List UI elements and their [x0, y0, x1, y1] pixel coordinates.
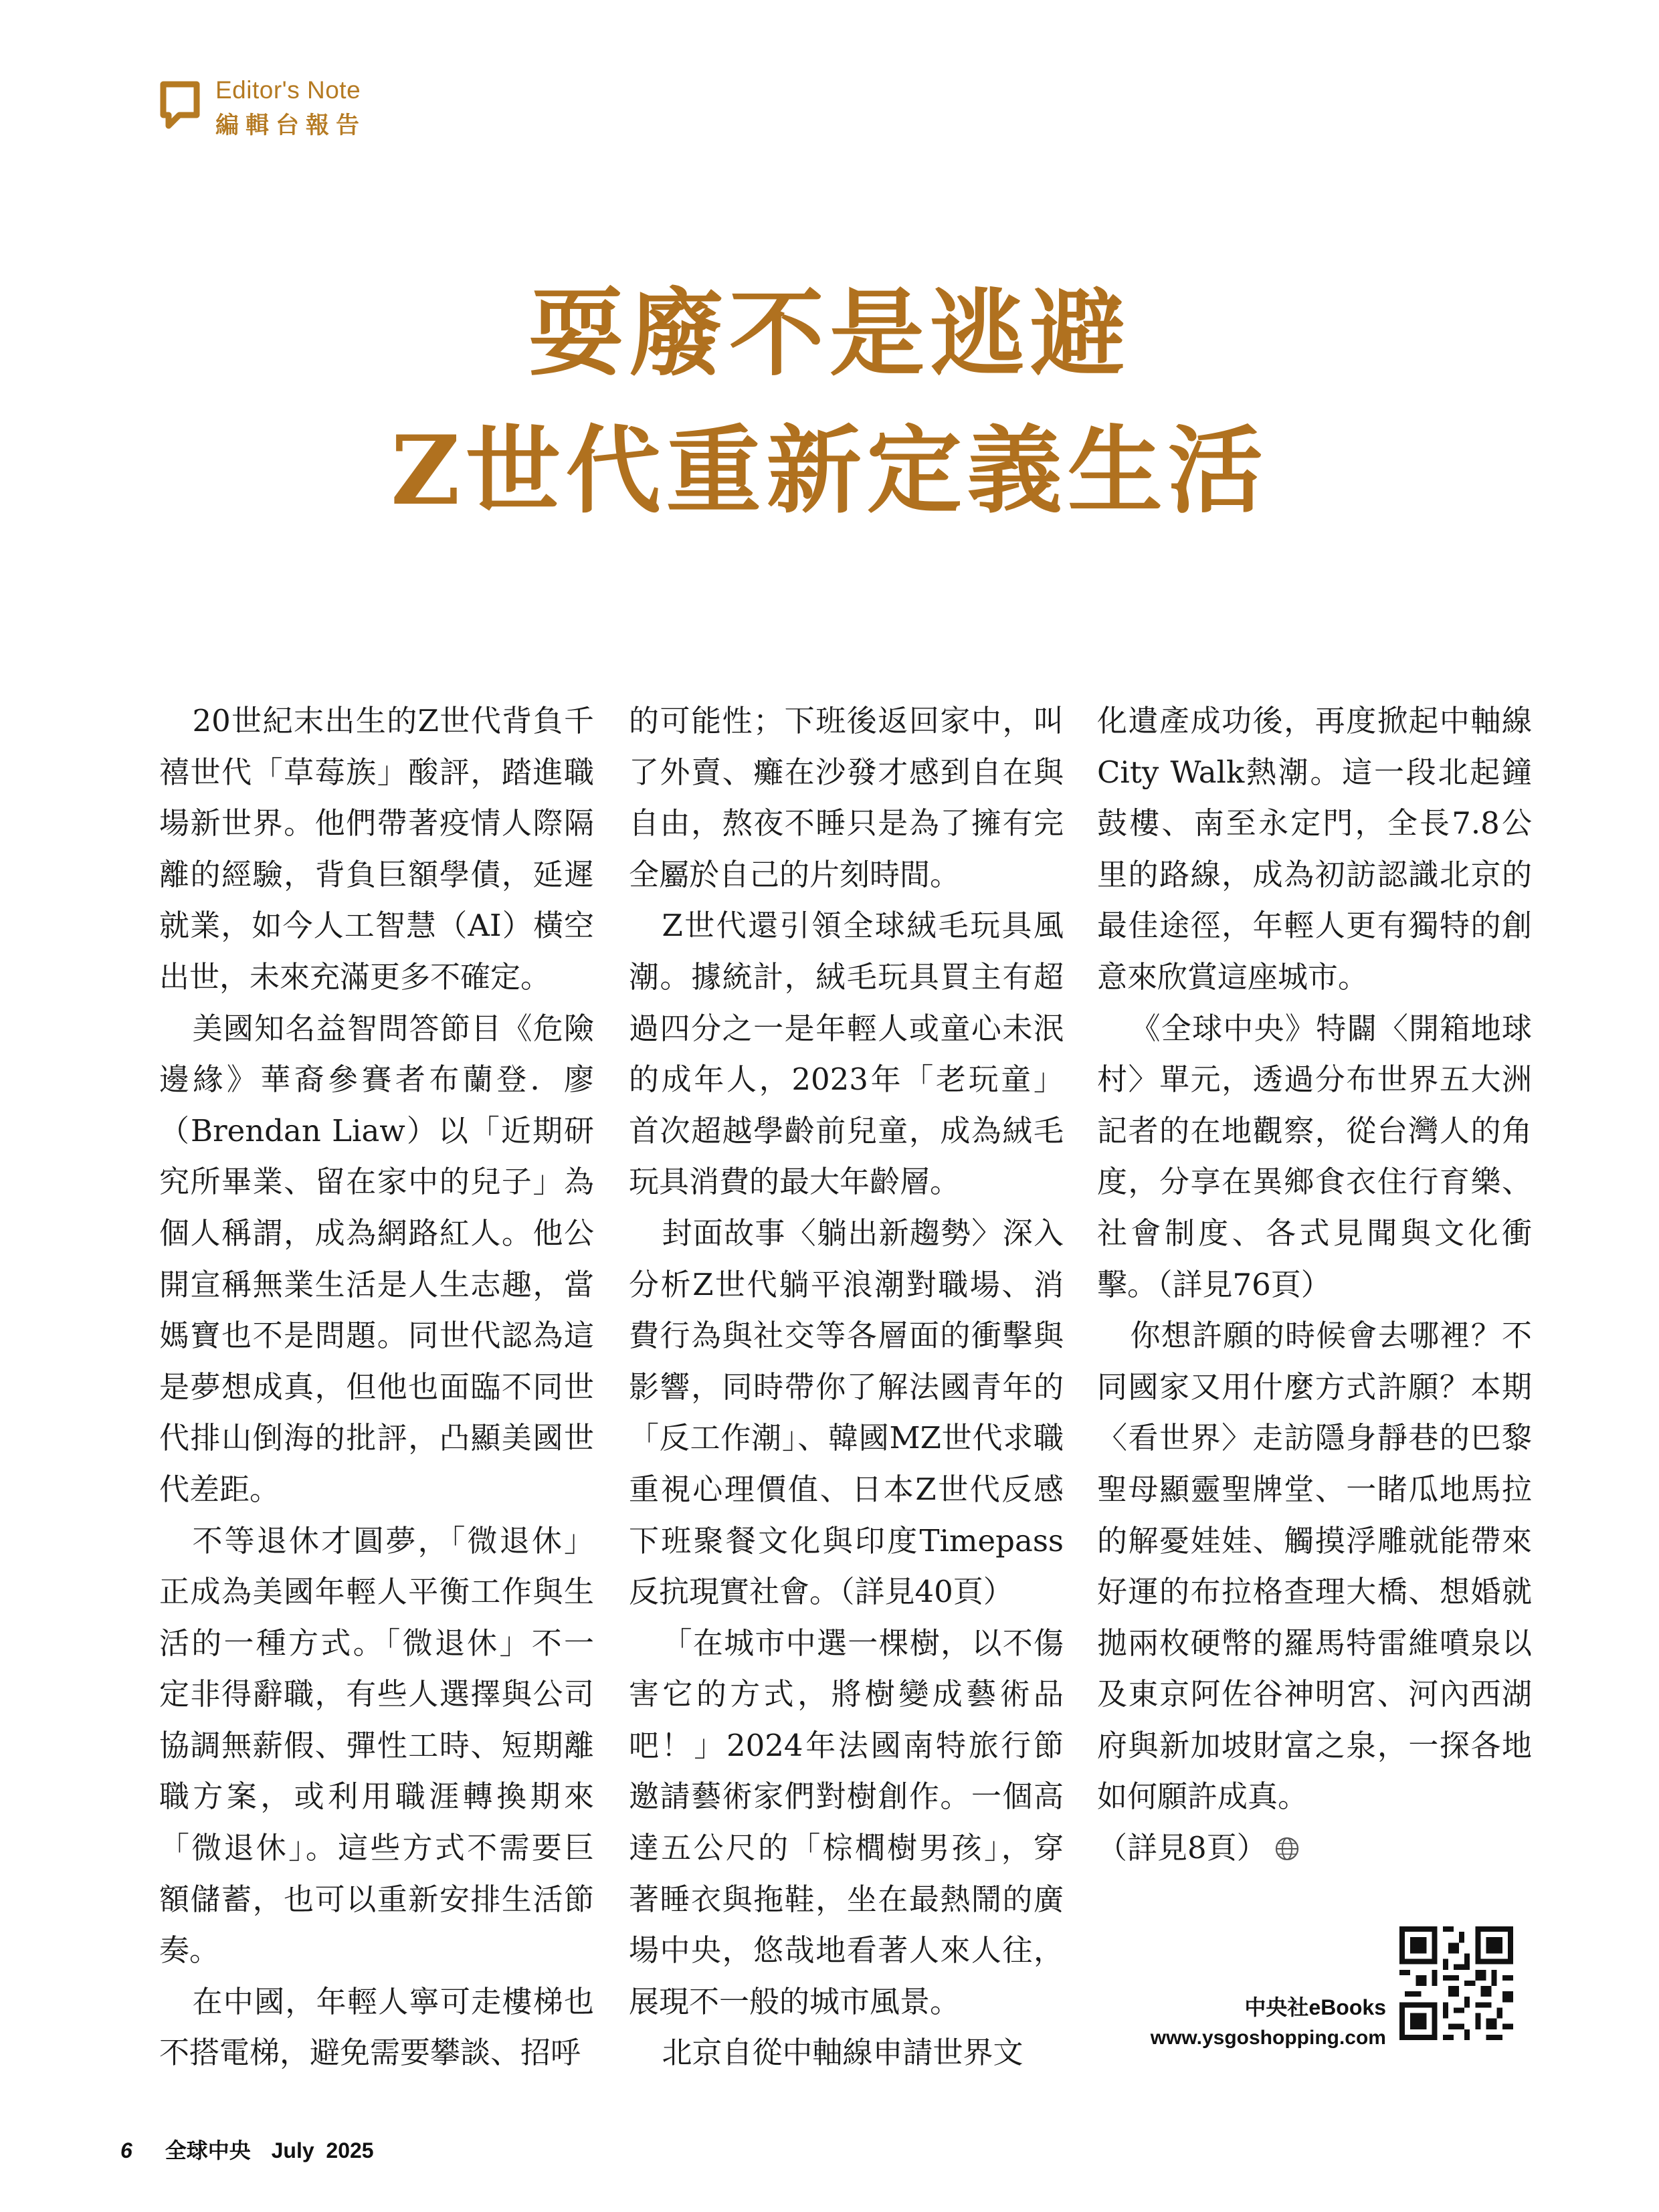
ebook-promo: [1092, 1926, 1513, 2060]
paragraph: 20世紀末出生的Z世代背負千禧世代「草莓族」酸評，踏進職場新世界。他們帶著疫情人際隔離的經驗，背負巨額學債，延遲就業，如今人工智慧（AI）橫空出世，未來充滿更多不確定。: [159, 703, 594, 995]
article-column-3: [1097, 696, 1532, 1874]
headline-line-2: Z世代重新定義生活: [391, 415, 1268, 526]
paragraph: Z世代還引領全球絨毛玩具風潮。據統計，絨毛玩具買主有超過四分之一是年輕人或童心未泯的成年人，2023年「老玩童」首次超越學齡前兒童，成為絨毛玩具消費的最大年齡層。: [629, 908, 1064, 1200]
paragraph: 封面故事〈躺出新趨勢〉深入分析Z世代躺平浪潮對職場、消費行為與社交等各層面的衝擊與影響，同時帶你了解法國青年的「反工作潮」、韓國MZ世代求職重視心理價值、日本Z世代反感下班聚餐文化與印度Timepass反抗現實社會。（詳見40頁）: [629, 1215, 1064, 1610]
paragraph: 北京自從中軸線申請世界文: [662, 2035, 1023, 2071]
page-footer: [120, 2134, 374, 2165]
paragraph: 《全球中央》特闢〈開箱地球村〉單元，透過分布世界五大洲記者的在地觀察，從台灣人的角度，分享在異鄉食衣住行育樂、社會制度、各式見聞與文化衝擊。（詳見76頁）: [1097, 1010, 1532, 1302]
promo-url[interactable]: www.ysgoshopping.com: [1150, 2027, 1386, 2049]
paragraph: 美國知名益智問答節目《危險邊緣》華裔參賽者布蘭登．廖（Brendan Liaw）以「近期研究所畢業、留在家中的兒子」為個人稱謂，成為網路紅人。他公開宣稱無業生活是人生志趣，當媽寶也不是問題。同世代認為這是夢想成真，但他也面臨不同世代排山倒海的批評，凸顯美國世代差距。: [159, 1010, 594, 1507]
section-label-en: Editor's Note: [215, 76, 361, 104]
speech-bubble-icon: [159, 80, 201, 130]
promo-name: 中央社eBooks: [1244, 1995, 1386, 2019]
globe-icon: [1274, 1835, 1300, 1862]
paragraph: 「在城市中選一棵樹，以不傷害它的方式，將樹變成藝術品吧！」2024年法國南特旅行節邀請藝術家們對樹創作。一個高達五公尺的「棕櫚樹男孩」，穿著睡衣與拖鞋，坐在最熱鬧的廣場中央，悠哉地看著人來人往，展現不一般的城市風景。: [629, 1625, 1064, 2019]
article-column-1: [159, 696, 594, 2079]
qr-code-icon[interactable]: [1399, 1926, 1513, 2040]
closing-paragraph: [1097, 1823, 1532, 1874]
section-label-zh: 編輯台報告: [215, 112, 367, 139]
page-number: 6: [120, 2138, 132, 2163]
headline-line-1: 耍廢不是逃避: [528, 278, 1131, 389]
paragraph: 的可能性；下班後返回家中，叫了外賣、癱在沙發才感到自在與自由，熬夜不睡只是為了擁有完全屬於自己的片刻時間。: [629, 703, 1064, 892]
paragraph: 在中國，年輕人寧可走樓梯也不搭電梯，避免需要攀談、招呼: [159, 1983, 594, 2071]
paragraph: 化遺產成功後，再度掀起中軸線City Walk熱潮。這一段北起鐘鼓樓、南至永定門，全長7.8公里的路線，成為初訪認識北京的最佳途徑，年輕人更有獨特的創意來欣賞這座城市。: [1097, 703, 1532, 995]
paragraph: 不等退休才圓夢，「微退休」正成為美國年輕人平衡工作與生活的一種方式。「微退休」不一定非得辭職，有些人選擇與公司協調無薪假、彈性工時、短期離職方案，或利用職涯轉換期來「微退休」。這些方式不需要巨額儲蓄，也可以重新安排生活節奏。: [159, 1522, 594, 1969]
issue-date: July 2025: [271, 2138, 374, 2163]
paragraph: 你想許願的時候會去哪裡？不同國家又用什麼方式許願？本期〈看世界〉走訪隱身靜巷的巴黎聖母顯靈聖牌堂、一睹瓜地馬拉的解憂娃娃、觸摸浮雕就能帶來好運的布拉格查理大橋、想婚就拋兩枚硬幣的羅馬特雷維噴泉以及東京阿佐谷神明宮、河內西湖府與新加坡財富之泉，一探各地如何願許成真。: [1097, 1318, 1532, 1815]
page-reference: （詳見8頁）: [1097, 1830, 1267, 1866]
magazine-name: 全球中央: [165, 2138, 251, 2163]
article-column-2: [629, 696, 1064, 2079]
